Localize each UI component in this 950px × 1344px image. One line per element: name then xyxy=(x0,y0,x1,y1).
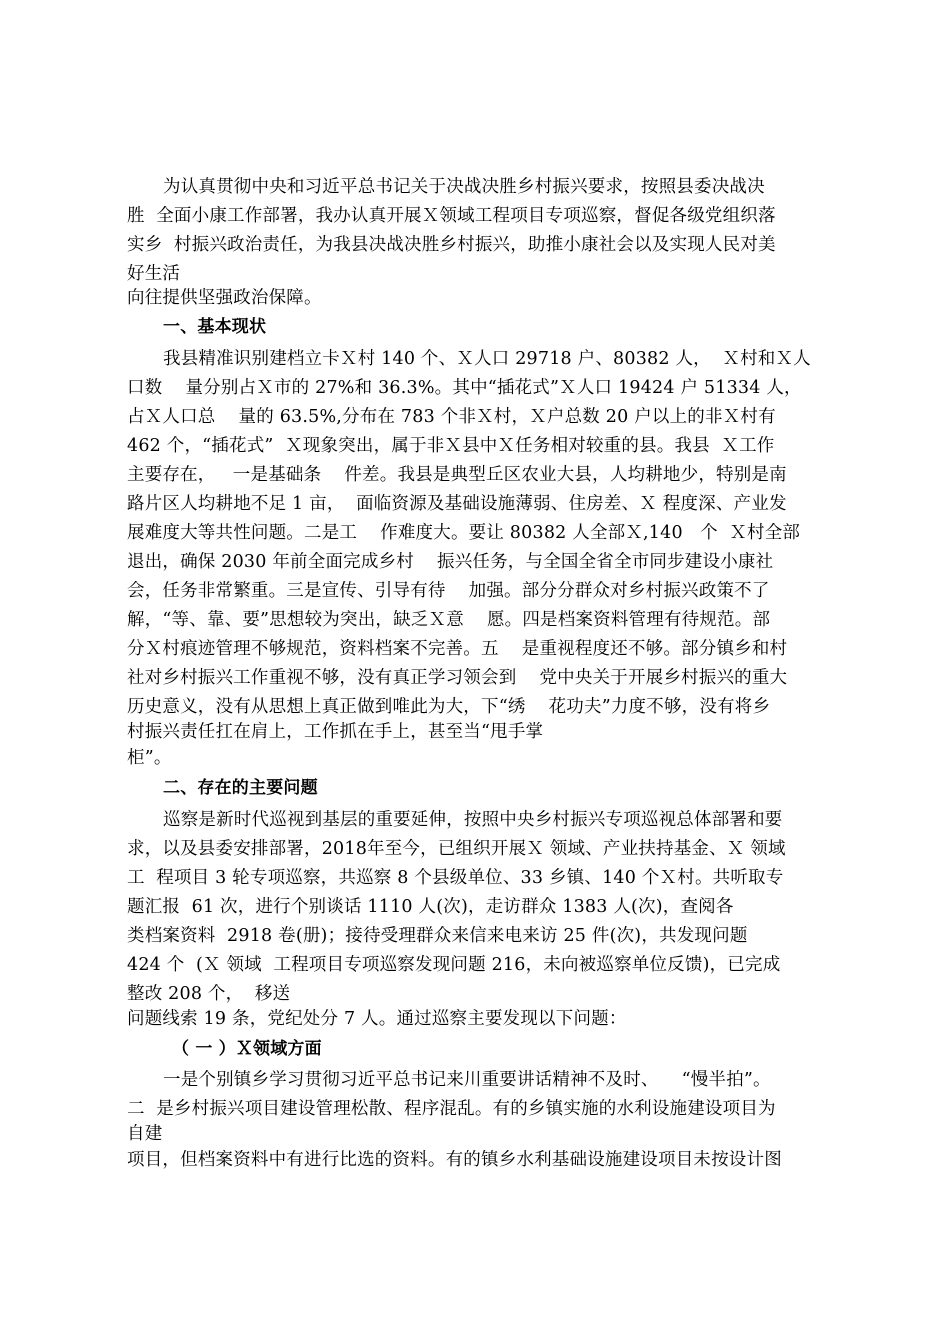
paragraph-line: 二 是乡村振兴项目建设管理松散、程序混乱。有的乡镇实施的水利设施建设项目为 xyxy=(127,1099,776,1119)
paragraph-line: 历史意义，没有从思想上真正做到唯此为大，下“绣 花功夫”力度不够，没有将乡 xyxy=(127,697,771,717)
paragraph-line: 会，任务非常繁重。三是宣传、引导有待 加强。部分分群众对乡村振兴政策不了 xyxy=(127,581,770,601)
paragraph-line: 项目，但档案资料中有进行比选的资料。有的镇乡水利基础设施建设项目未按设计图 xyxy=(127,1150,782,1170)
paragraph-line: 向往提供坚强政治保障。 xyxy=(127,288,322,308)
paragraph-line: 工 程项目 3 轮专项巡察，共巡察 8 个县级单位、33 乡镇、140 个Ｘ村。共听取专 xyxy=(127,868,784,888)
paragraph-line: 我县精准识别建档立卡Ｘ村 140 个、Ｘ人口 29718 户、80382 人， Ｘ村和Ｘ人 xyxy=(163,349,811,369)
paragraph-line: 解，“等、靠、要”思想较为突出，缺乏Ｘ意 愿。四是档案资料管理有待规范。部 xyxy=(127,610,771,630)
paragraph-line: 问题线索 19 条，党纪处分 7 人。通过巡察主要发现以下问题： xyxy=(127,1009,627,1029)
paragraph-line: 柜”。 xyxy=(127,748,172,768)
paragraph-line: 口数 量分别占Ｘ市的 27%和 36.3%。其中“插花式”Ｘ人口 19424 户 51334 人， xyxy=(127,378,802,398)
paragraph-line: 462 个，“插花式” Ｘ现象突出，属于非Ｘ县中Ｘ任务相对较重的县。我县 Ｘ工作 xyxy=(127,436,775,456)
paragraph-line: 自建 xyxy=(127,1124,163,1144)
paragraph-line: 路片区人均耕地不足 1 亩， 面临资源及基础设施薄弱、住房差、Ｘ 程度深、产业发 xyxy=(127,494,787,514)
paragraph-line: 为认真贯彻中央和习近平总书记关于决战决胜乡村振兴要求，按照县委决战决 xyxy=(163,177,765,197)
paragraph-line: 退出，确保 2030 年前全面完成乡村 振兴任务，与全国全省全市同步建设小康社 xyxy=(127,552,774,572)
paragraph-line: 题汇报 61 次，进行个别谈话 1110 人(次)，走访群众 1383 人(次)，查阅各 xyxy=(127,897,734,917)
paragraph-line: 胜 全面小康工作部署，我办认真开展Ｘ领域工程项目专项巡察，督促各级党组织落 xyxy=(127,206,776,226)
paragraph-line: 求，以及县委安排部署，2018年至今，已组织开展Ｘ 领域、产业扶持基金、Ｘ 领域 xyxy=(127,839,786,859)
paragraph-line: 整改 208 个， 移送 xyxy=(127,984,291,1004)
paragraph-line: 一是个别镇乡学习贯彻习近平总书记来川重要讲话精神不及时、 “慢半拍”。 xyxy=(163,1070,771,1090)
paragraph-line: 主要存在， 一是基础条 件差。我县是典型丘区农业大县，人均耕地少，特别是南 xyxy=(127,465,787,485)
paragraph-line: 社对乡村振兴工作重视不够，没有真正学习领会到 党中央关于开展乡村振兴的重大 xyxy=(127,668,788,688)
paragraph-line: 展难度大等共性问题。二是工 作难度大。要让 80382 人全部Ｘ,140 个 Ｘ村全部 xyxy=(127,523,801,543)
paragraph-line: 424 个 (Ｘ 领域 工程项目专项巡察发现问题 216，未向被巡察单位反馈)，已完成 xyxy=(127,955,781,975)
paragraph-line: 实乡 村振兴政治责任，为我县决战决胜乡村振兴，助推小康社会以及实现人民对美 xyxy=(127,235,776,255)
paragraph-line: 巡察是新时代巡视到基层的重要延伸，按照中央乡村振兴专项巡视总体部署和要 xyxy=(163,810,783,830)
subsection-heading: （ 一 ）Ｘ领域方面 xyxy=(172,1039,322,1059)
paragraph-line: 类档案资料 2918 卷(册)；接待受理群众来信来电来访 25 件(次)，共发现问题 xyxy=(127,926,748,946)
section-heading: 一、基本现状 xyxy=(163,317,267,337)
section-heading: 二、存在的主要问题 xyxy=(163,778,318,798)
paragraph-line: 占Ｘ人口总 量的 63.5%,分布在 783 个非Ｘ村，Ｘ户总数 20 户以上的非Ｘ村有 xyxy=(127,407,776,427)
paragraph-line: 分Ｘ村痕迹管理不够规范，资料档案不完善。五 是重视程度还不够。部分镇乡和村 xyxy=(127,639,788,659)
paragraph-line: 好生活 xyxy=(127,264,181,284)
paragraph-line: 村振兴责任扛在肩上，工作抓在手上，甚至当“甩手掌 xyxy=(127,722,544,742)
